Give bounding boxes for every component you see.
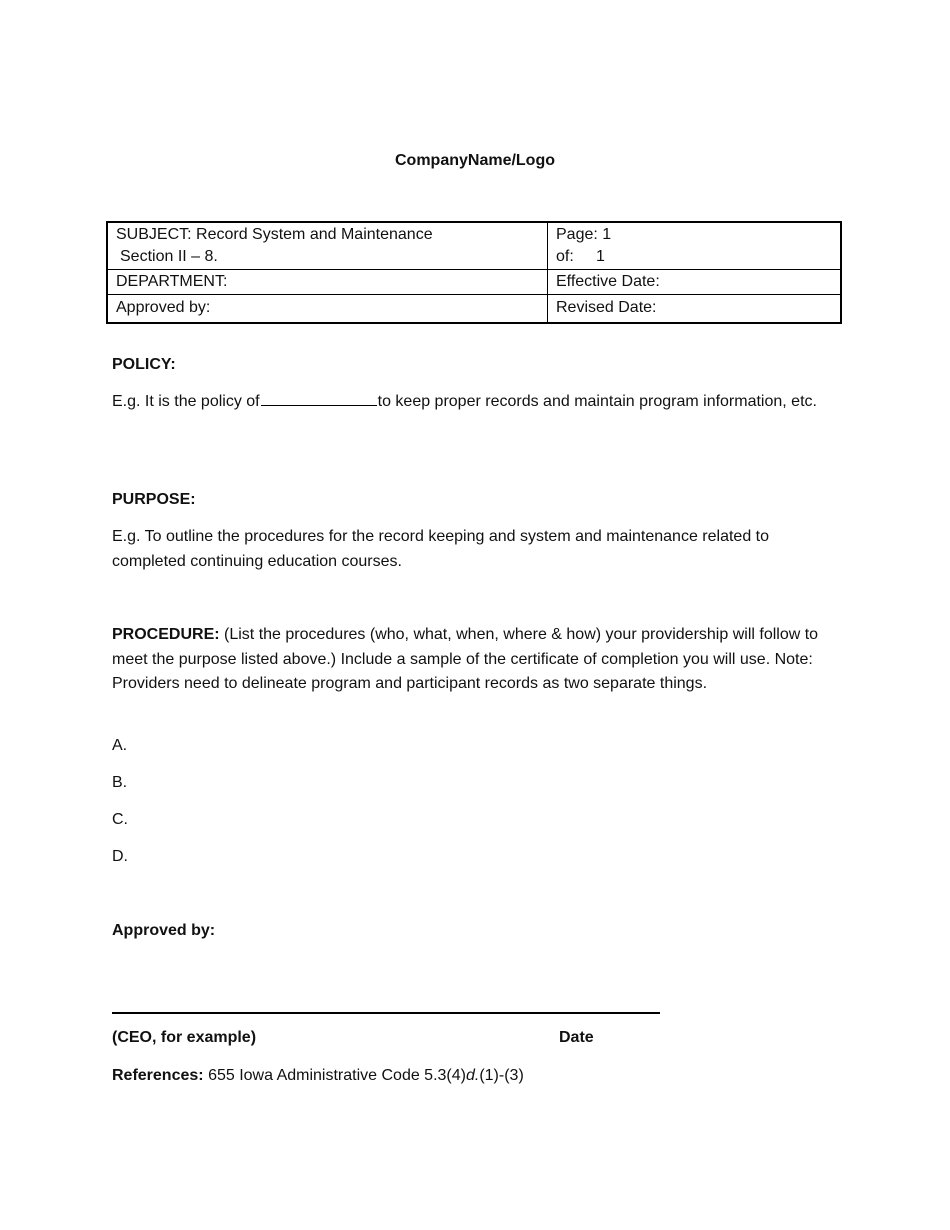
procedure-item: B. — [112, 774, 128, 791]
policy-text-after: to keep proper records and maintain program information, etc. — [377, 393, 817, 410]
approved-by-cell: Approved by: — [107, 295, 548, 324]
purpose-text: E.g. To outline the procedures for the record keeping and system and maintenance related to completed continuing education courses. — [112, 528, 769, 570]
policy-blank-line — [261, 391, 377, 406]
signer-label: (CEO, for example) — [112, 1029, 257, 1046]
subject-cell — [107, 222, 548, 270]
revised-date-cell: Revised Date: — [548, 295, 842, 324]
purpose-heading: PURPOSE: — [112, 491, 196, 508]
section-text: Section II – 8. — [120, 248, 218, 265]
approved-by-heading: Approved by: — [112, 922, 216, 939]
procedure-paragraph — [112, 623, 832, 697]
policy-info-table — [106, 221, 842, 324]
department-cell: DEPARTMENT: — [107, 270, 548, 295]
date-label: Date — [559, 1029, 594, 1046]
procedure-heading: PROCEDURE: — [112, 626, 220, 643]
policy-heading: POLICY: — [112, 356, 176, 373]
procedure-text: (List the procedures (who, what, when, where & how) your providership will follow to meet the purpose listed above.) Include a sample of the certificate of completion you will use. Note: Providers need to delineate program and participant records as two separate things. — [112, 626, 819, 692]
procedure-item: D. — [112, 848, 128, 865]
subject-text: SUBJECT: Record System and Maintenance — [116, 226, 433, 243]
table-row — [107, 270, 841, 295]
references-code-suffix: (1)-(3) — [479, 1067, 524, 1084]
references — [112, 1067, 524, 1085]
procedure-item: A. — [112, 737, 128, 754]
company-name-logo: CompanyName/Logo — [394, 152, 555, 169]
references-code-italic: d. — [465, 1067, 480, 1084]
references-code-prefix: 655 Iowa Administrative Code 5.3(4) — [208, 1067, 466, 1084]
policy-text — [112, 390, 832, 415]
page-number: Page: 1 — [556, 226, 612, 243]
policy-text-before: E.g. It is the policy of — [112, 393, 260, 410]
table-row — [107, 222, 841, 270]
table-row — [107, 295, 841, 324]
procedure-item: C. — [112, 811, 128, 828]
signature-line — [112, 1012, 660, 1014]
page-of: of: 1 — [556, 248, 605, 265]
page-cell — [548, 222, 842, 270]
effective-date-cell: Effective Date: — [548, 270, 842, 295]
references-label: References: — [112, 1067, 204, 1084]
